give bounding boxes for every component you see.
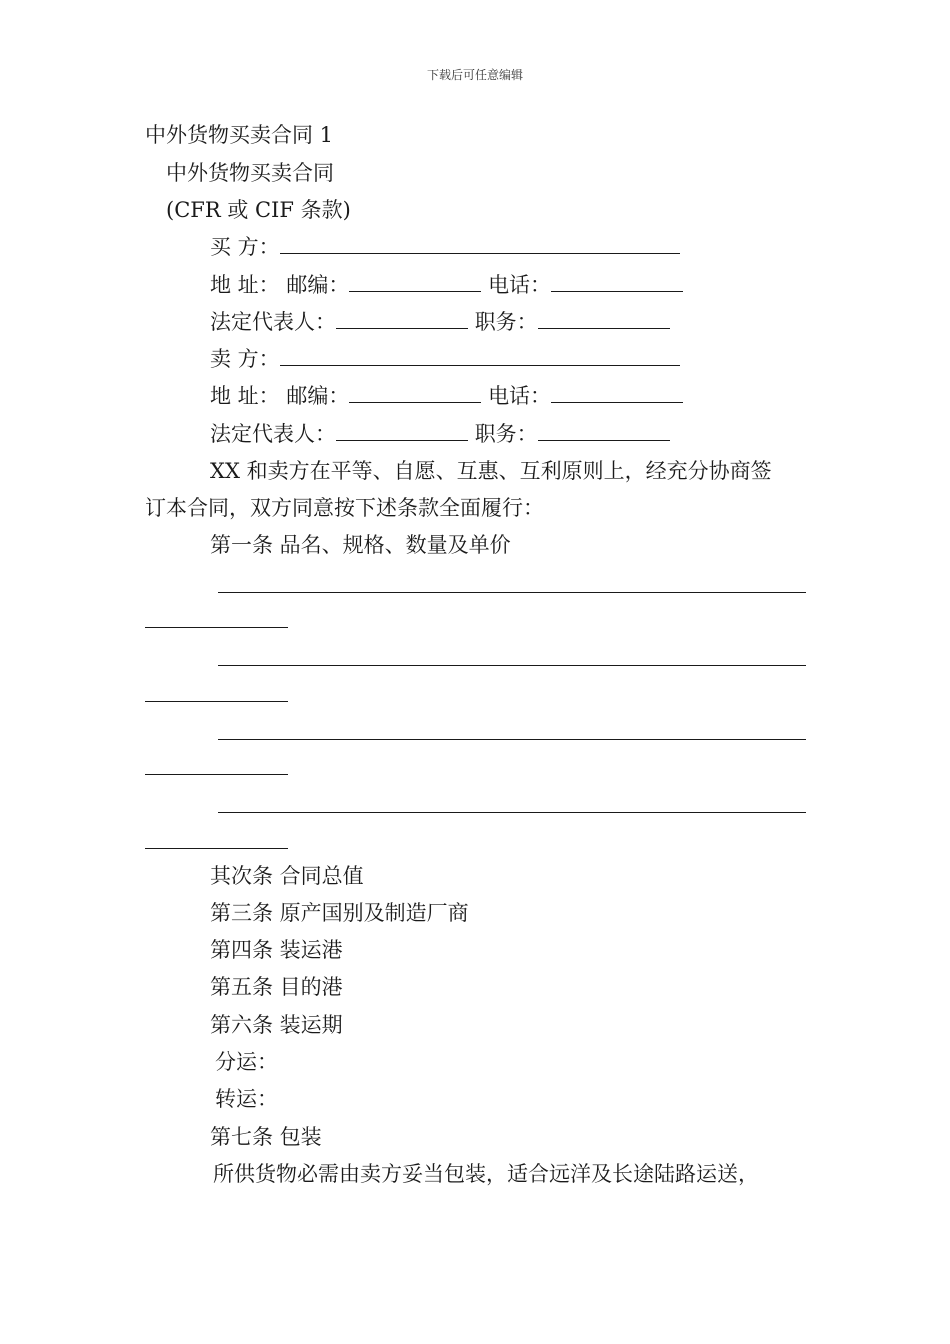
terms-note: (CFR 或 CIF 条款) [166,198,351,222]
buyer-postcode-blank[interactable] [349,271,481,292]
seller-address-row [210,382,683,410]
article-1-heading: 第一条 品名、规格、数量及单价 [210,533,511,557]
document-title: 中外货物买卖合同 1 [145,123,334,147]
phone-label: 电话： [488,384,552,408]
seller-label: 卖 方： [210,347,280,371]
address-label: 地 址： [210,384,280,408]
intro-paragraph-line1: XX 和卖方在平等、自愿、互惠、互利原则上，经充分协商签 [210,459,772,483]
buyer-blank[interactable] [280,233,680,254]
item-fill-line-3a[interactable] [218,739,806,740]
partial-shipment-label: 分运： [215,1050,278,1074]
buyer-phone-blank[interactable] [551,271,683,292]
position-label: 职务： [474,310,538,334]
article-3-heading: 第三条 原产国别及制造厂商 [210,901,469,925]
buyer-label: 买 方： [210,235,280,259]
seller-postcode-blank[interactable] [349,382,481,403]
postcode-label: 邮编： [286,384,350,408]
article-4-heading: 第四条 装运港 [210,938,343,962]
article-7-heading: 第七条 包装 [210,1125,322,1149]
seller-row [210,345,680,373]
item-fill-line-4b[interactable] [145,848,288,849]
position-label: 职务： [474,422,538,446]
article-5-heading: 第五条 目的港 [210,975,343,999]
buyer-address-row [210,271,683,299]
postcode-label: 邮编： [286,273,350,297]
buyer-position-blank[interactable] [538,308,670,329]
transshipment-label: 转运： [215,1087,278,1111]
seller-position-blank[interactable] [538,420,670,441]
page-header-note: 下载后可任意编辑 [426,68,523,82]
address-label: 地 址： [210,273,280,297]
buyer-row [210,233,680,261]
legal-rep-label: 法定代表人： [210,422,336,446]
article-2-heading: 其次条 合同总值 [210,864,364,888]
phone-label: 电话： [488,273,552,297]
seller-phone-blank[interactable] [551,382,683,403]
buyer-rep-blank[interactable] [336,308,468,329]
seller-rep-row [210,420,670,448]
packing-paragraph: 所供货物必需由卖方妥当包装，适合远洋及长途陆路运送， [213,1162,759,1186]
item-fill-line-3b[interactable] [145,774,288,775]
item-fill-line-1b[interactable] [145,627,288,628]
buyer-rep-row [210,308,670,336]
legal-rep-label: 法定代表人： [210,310,336,334]
article-6-heading: 第六条 装运期 [210,1013,343,1037]
item-fill-line-2b[interactable] [145,701,288,702]
seller-rep-blank[interactable] [336,420,468,441]
item-fill-line-4a[interactable] [218,812,806,813]
contract-subtitle: 中外货物买卖合同 [166,161,334,185]
seller-blank[interactable] [280,345,680,366]
item-fill-line-2a[interactable] [218,665,806,666]
item-fill-line-1a[interactable] [218,592,806,593]
intro-paragraph-line2: 订本合同，双方同意按下述条款全面履行： [145,496,544,520]
